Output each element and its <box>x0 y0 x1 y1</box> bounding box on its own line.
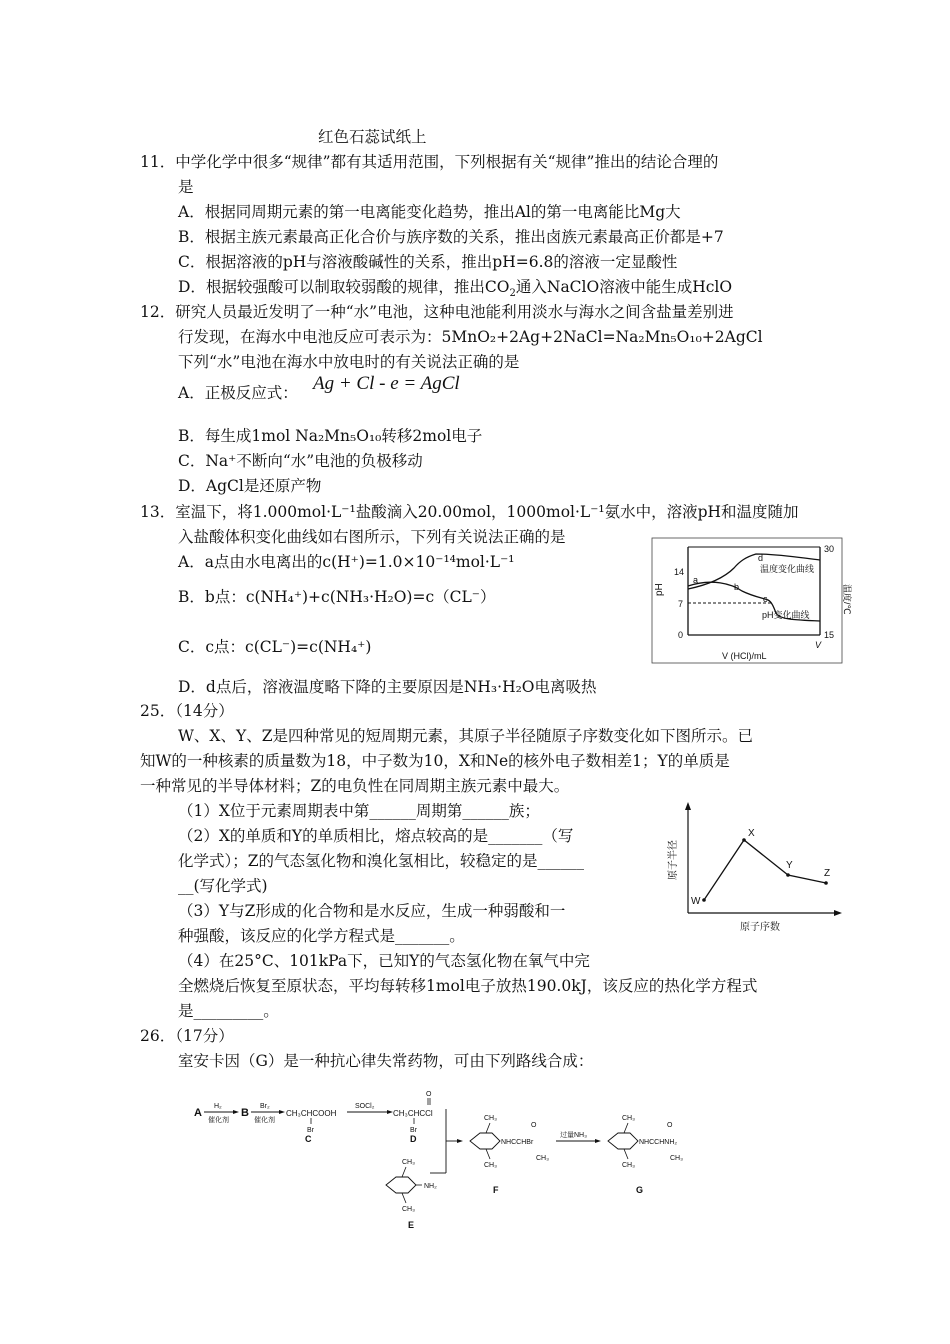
arrow-a-b-head <box>233 1110 239 1114</box>
label-x: X <box>748 828 755 839</box>
q13-option-c: C．c点：c(CL⁻)=c(NH₄⁺) <box>178 638 372 656</box>
y-axis-arrow <box>685 802 691 810</box>
tick-30: 30 <box>824 544 835 554</box>
f-ch3-chain: CH₃ <box>536 1155 549 1162</box>
e-nh2: NH₂ <box>424 1183 437 1190</box>
q13-option-b: B．b点：c(NH₄⁺)+c(NH₃·H₂O)=c（CL⁻） <box>178 588 496 606</box>
tick-0: 0 <box>678 630 684 640</box>
reagent-4-top: 过量NH₃ <box>560 1132 587 1139</box>
q25-sub3-line2: 种强酸，该反应的化学方程式是_______。 <box>178 927 465 945</box>
q25-sub2-line2: 化学式）；Z的气态氢化物和溴化氢相比，较稳定的是______ <box>178 852 585 870</box>
label-ph-curve: pH变化曲线 <box>762 610 810 620</box>
g-chain: NHCCHNH₂ <box>639 1139 678 1146</box>
g-ch3-top: CH₃ <box>622 1115 635 1122</box>
q13-option-d: D．d点后，溶液温度略下降的主要原因是NH₃·H₂O电离吸热 <box>178 678 597 696</box>
q25-para-line3: 一种常见的半导体材料；Z的电负性在同周期主族元素中最大。 <box>140 777 570 795</box>
q13-stem-line2: 入盐酸体积变化曲线如右图所示，下列有关说法正确的是 <box>178 528 566 546</box>
label-z: Z <box>824 868 831 879</box>
e-ch3-top: CH₃ <box>402 1159 415 1166</box>
q26-para-line1: 室安卡因（G）是一种抗心律失常药物，可由下列路线合成： <box>178 1052 594 1070</box>
x-axis-label: 原子序数 <box>740 922 780 933</box>
g-ch3-bottom: CH₃ <box>622 1162 635 1169</box>
q12-option-a-formula: Ag + Cl - e = AgCl <box>313 373 460 394</box>
tick-14: 14 <box>674 567 685 577</box>
q13-titration-chart <box>652 538 852 663</box>
g-ch3-bond-bottom <box>624 1149 628 1159</box>
q11-option-c: C．根据溶液的pH与溶液酸碱性的关系，推出pH=6.8的溶液一定显酸性 <box>178 253 678 271</box>
point-d: d <box>758 553 764 563</box>
label-temp-curve: 温度变化曲线 <box>760 564 815 574</box>
f-ch3-bottom: CH₃ <box>484 1162 497 1169</box>
top-note: 红色石蕊试纸上 <box>318 128 427 146</box>
compound-a: A <box>194 1107 202 1119</box>
x-axis-arrow <box>834 910 842 916</box>
e-ch3-bottom: CH₃ <box>402 1206 415 1213</box>
q25-para-line2: 知W的一种核素的质量数为18，中子数为10，X和Ne的核外电子数相差1；Y的单质是 <box>140 752 730 770</box>
reagent-1-top: H₂ <box>214 1103 222 1110</box>
q11-stem-line1: 11．中学化学中很多“规律”都有其适用范围，下列根据有关“规律”推出的结论合理的 <box>140 153 719 171</box>
combine-arrow-head <box>457 1139 463 1143</box>
q25-sub1: （1）X位于元素周期表中第______周期第______族； <box>178 802 540 820</box>
reagent-1-bottom: 催化剂 <box>208 1117 229 1124</box>
q25-sub2-line1: （2）X的单质和Y的单质相比，熔点较高的是_______（写 <box>178 827 574 845</box>
compound-d-o: O <box>426 1091 432 1098</box>
q25-sub3-line1: （3）Y与Z形成的化合物和是水反应，生成一种弱酸和一 <box>178 902 566 920</box>
radius-line <box>704 840 826 900</box>
benzene-ring-g <box>608 1133 638 1149</box>
point-a: a <box>693 575 699 585</box>
q25-atomic-radius-chart <box>658 800 848 940</box>
tick-v: V <box>815 640 822 650</box>
f-ch3-bond-bottom <box>486 1149 490 1159</box>
compound-f-label: F <box>493 1185 499 1195</box>
q11-option-b: B．根据主族元素最高正化合价与族序数的关系，推出卤族元素最高正价都是+7 <box>178 228 724 246</box>
reagent-2-top: Br₂ <box>260 1103 270 1110</box>
xlabel: V (HCl)/mL <box>722 651 767 661</box>
compound-g-label: G <box>636 1185 644 1195</box>
compound-e-label: E <box>408 1220 415 1230</box>
label-w: W <box>691 896 701 907</box>
point-y <box>786 873 790 877</box>
point-c: c <box>763 594 768 604</box>
y-axis-label: 原子半径 <box>668 840 679 880</box>
compound-c-br: Br <box>307 1127 314 1134</box>
compound-d-br: Br <box>410 1127 417 1134</box>
q25-sub4-line1: （4）在25°C、101kPa下，已知Y的气态氢化物在氧气中完 <box>178 952 590 970</box>
compound-d-label: D <box>410 1134 417 1144</box>
f-ch3-top: CH₃ <box>484 1115 497 1122</box>
compound-c-label: C <box>305 1134 312 1144</box>
q12-stem-line3: 下列“水”电池在海水中放电时的有关说法正确的是 <box>178 353 520 371</box>
tick-7: 7 <box>678 599 684 609</box>
point-b: b <box>734 582 740 592</box>
f-o: O <box>531 1122 537 1129</box>
e-ch3-bond-bottom <box>402 1193 406 1203</box>
g-ch3-bond-top <box>624 1123 628 1133</box>
g-o: O <box>667 1122 673 1129</box>
ylabel-ph: pH <box>654 583 665 596</box>
q25-sub4-line3: 是_________。 <box>178 1002 279 1020</box>
point-z <box>824 881 828 885</box>
f-ch3-bond-top <box>486 1123 490 1133</box>
benzene-ring-e <box>386 1177 416 1193</box>
q26-synthesis-scheme <box>190 1085 710 1235</box>
q12-option-a-label: A．正极反应式： <box>178 384 298 402</box>
q26-heading: 26．（17分） <box>140 1027 234 1045</box>
q13-stem-line1: 13．室温下，将1.000mol·L⁻¹盐酸滴入20.00mol，1000mol·L⁻¹氨水中，溶液pH和温度随加 <box>140 503 799 521</box>
q25-heading: 25．（14分） <box>140 702 234 720</box>
ylabel-temperature: 温度/℃ <box>842 584 852 615</box>
benzene-ring-f <box>470 1133 500 1149</box>
point-x <box>742 838 746 842</box>
q12-option-b: B．每生成1mol Na₂Mn₅O₁₀转移2mol电子 <box>178 427 483 445</box>
q12-stem-line2: 行发现，在海水中电池反应可表示为：5MnO₂+2Ag+2NaCl=Na₂Mn₅O₁₀+2AgCl <box>178 328 763 346</box>
q11-option-d: D．根据较强酸可以制取较弱酸的规律，推出$CO_2$通入NaClO溶液中能生成HclO <box>178 278 733 300</box>
f-chain: NHCCHBr <box>501 1139 534 1146</box>
label-y: Y <box>786 860 793 871</box>
q12-option-d: D．AgCl是还原产物 <box>178 477 322 495</box>
reagent-3-top: SOCl₂ <box>355 1103 375 1110</box>
tick-15: 15 <box>824 630 835 640</box>
arrow-f-g-head <box>595 1139 601 1143</box>
reagent-2-bottom: 催化剂 <box>254 1117 275 1124</box>
q25-para-line1: W、X、Y、Z是四种常见的短周期元素，其原子半径随原子序数变化如下图所示。已 <box>178 727 753 745</box>
q11-option-a: A．根据同周期元素的第一电离能变化趋势，推出Al的第一电离能比Mg大 <box>178 203 681 221</box>
q25-sub2-line3: __(写化学式) <box>178 877 268 895</box>
g-ch3-chain: CH₃ <box>670 1155 683 1162</box>
compound-d-formula: CH₃CHCCl <box>393 1109 433 1118</box>
compound-b: B <box>241 1107 249 1119</box>
q13-option-a: A．a点由水电离出的c(H⁺)=1.0×10⁻¹⁴mol·L⁻¹ <box>178 553 515 571</box>
arrow-b-c-head <box>279 1110 285 1114</box>
q12-stem-line1: 12．研究人员最近发明了一种“水”电池，这种电池能利用淡水与海水之间含盐量差别进 <box>140 303 734 321</box>
e-ch3-bond-top <box>402 1167 406 1177</box>
q12-option-c: C．Na⁺不断向“水”电池的负极移动 <box>178 452 423 470</box>
point-w <box>702 898 706 902</box>
compound-c-formula: CH₃CHCOOH <box>286 1109 337 1118</box>
q25-sub4-line2: 全燃烧后恢复至原状态，平均每转移1mol电子放热190.0kJ，该反应的热化学方程式 <box>178 977 758 995</box>
q11-stem-line2: 是 <box>178 178 194 196</box>
